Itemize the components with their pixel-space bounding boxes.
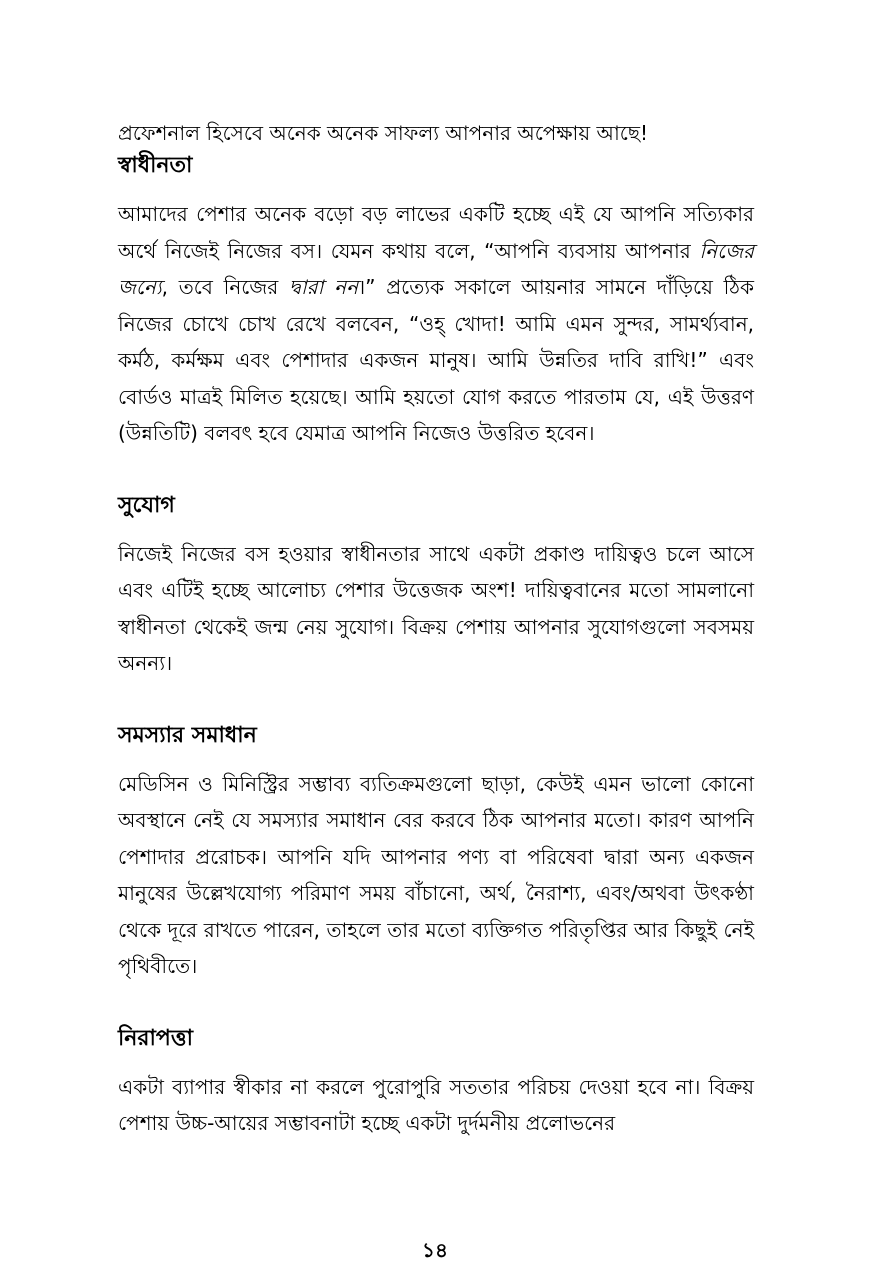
body-text: , তবে নিজের [161, 275, 289, 299]
intro-line: প্রফেশনাল হিসেবে অনেক অনেক সাফল্য আপনার অপেক্ষায় আছে! [118, 121, 648, 145]
body-text: আমাদের পেশার অনেক বড়ো বড় লাভের একটি হচ্ছে এই যে আপনি সত্যিকার অর্থে নিজেই নিজের বস। যেমন কথায় বলে, “আপনি ব্যবসায় আপনার [118, 202, 754, 263]
section-heading-security: নিরাপত্তা [118, 1025, 193, 1051]
section-body-opportunity: নিজেই নিজের বস হওয়ার স্বাধীনতার সাথে একটা প্রকাণ্ড দায়িত্বও চলে আসে এবং এটিই হচ্ছে আলোচ্য পেশার উত্তেজক অংশ! দায়িত্ববানের মতো সামলানো স্বাধীনতা থেকেই জন্ম নেয় সুযোগ। বিক্রয় পেশায় আপনার সুযোগগুলো সবসময় অনন্য। [118, 541, 754, 675]
section-heading-independence: স্বাধীনতা [118, 153, 193, 178]
section-body-problem-solving: মেডিসিন ও মিনিস্ট্রির সম্ভাব্য ব্যতিক্রমগুলো ছাড়া, কেউই এমন ভালো কোনো অবস্থানে নেই যে সমস্যার সমাধান বের করবে ঠিক আপনার মতো। কারণ আপনি পেশাদার প্ররোচক। আপনি যদি আপনার পণ্য বা পরিষেবা দ্বারা অন্য একজন মানুষের উল্লেখযোগ্য পরিমাণ সময় বাঁচানো, অর্থ, নৈরাশ্য, এবং/অথবা উৎকণ্ঠা থেকে দূরে রাখতে পারেন, তাহলে তার মতো ব্যক্তিগত পরিতৃপ্তির আর কিছুই নেই পৃথিবীতে। [118, 771, 754, 978]
section-body-security: একটা ব্যাপার স্বীকার না করলে পুরোপুরি সততার পরিচয় দেওয়া হবে না। বিক্রয় পেশায় উচ্চ-আয়ের সম্ভাবনাটা হচ্ছে একটা দুর্দমনীয় প্রলোভনের [118, 1074, 754, 1135]
page-content [118, 118, 754, 1142]
section-heading-opportunity: সুযোগ [118, 492, 175, 518]
section-body-independence [118, 196, 754, 452]
italic-phrase: দ্বারা নন [288, 275, 359, 299]
page-number: ১৪ [422, 1238, 448, 1262]
section-heading-problem-solving: সমস্যার সমাধান [118, 722, 257, 748]
italic-phrase: নিজের জন্যে [118, 238, 754, 299]
body-text: ।” প্রত্যেক সকালে আয়নার সামনে দাঁড়িয়ে ঠিক নিজের চোখে চোখ রেখে বলবেন, “ওহ্ খোদা! আমি এমন সুন্দর, সামর্থ্যবান, কর্মঠ, কর্মক্ষম এবং পেশাদার একজন মানুষ। আমি উন্নতির দাবি রাখি!” এবং বোর্ডও মাত্রই মিলিত হয়েছে। আমি হয়তো যোগ করতে পারতাম যে, এই উত্তরণ (উন্নতিটি) বলবৎ হবে যেমাত্র আপনি নিজেও উত্তরিত হবেন। [118, 275, 754, 445]
